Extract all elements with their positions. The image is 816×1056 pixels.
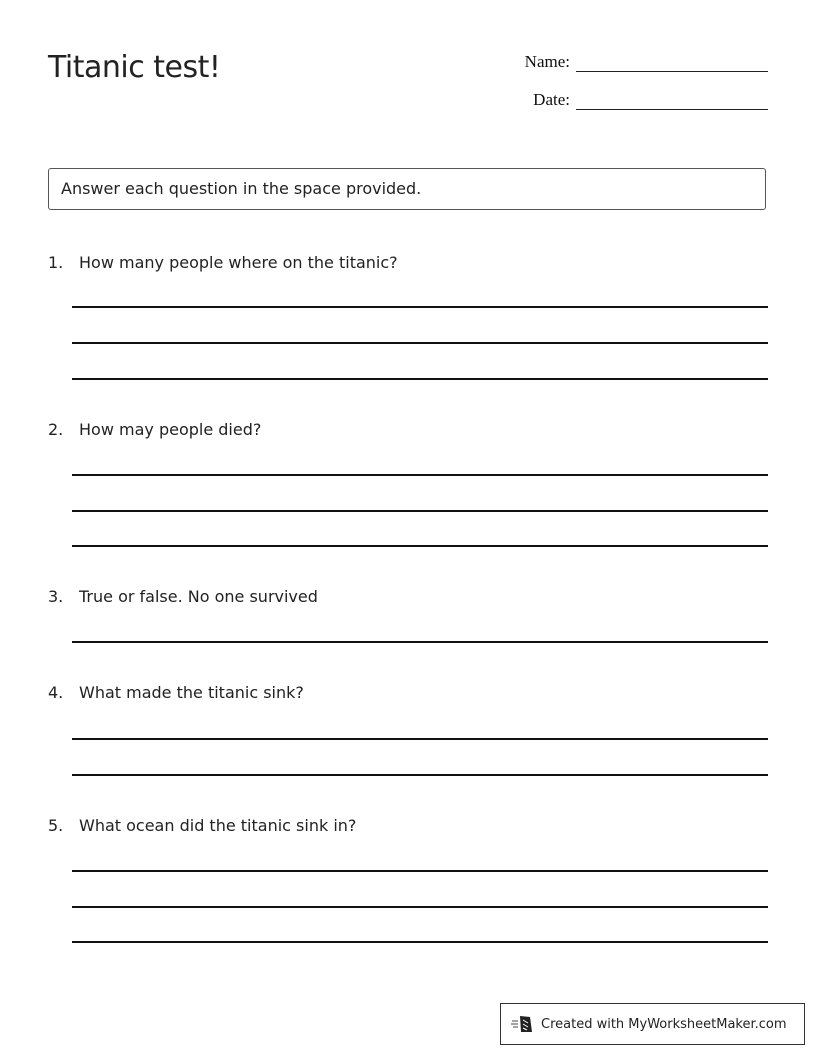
- question-number: 3.: [48, 587, 64, 606]
- badge-text: Created with MyWorksheetMaker.com: [541, 1016, 787, 1032]
- name-row: [500, 52, 768, 72]
- answer-line-4-2[interactable]: [72, 774, 768, 776]
- question-1: [48, 253, 398, 272]
- answer-line-2-2[interactable]: [72, 510, 768, 512]
- created-with-badge[interactable]: [500, 1003, 805, 1045]
- question-5: [48, 816, 356, 835]
- question-number: 5.: [48, 816, 64, 835]
- answer-line-1-1[interactable]: [72, 306, 768, 308]
- question-number: 1.: [48, 253, 64, 272]
- question-2: [48, 420, 261, 439]
- question-text: How may people died?: [79, 420, 262, 439]
- name-label: Name:: [524, 52, 570, 71]
- question-text: How many people where on the titanic?: [79, 253, 398, 272]
- answer-line-2-3[interactable]: [72, 545, 768, 547]
- instructions-box: Answer each question in the space provided.: [48, 168, 766, 210]
- question-number: 2.: [48, 420, 64, 439]
- answer-line-5-2[interactable]: [72, 906, 768, 908]
- question-number: 4.: [48, 683, 64, 702]
- answer-line-3-1[interactable]: [72, 641, 768, 643]
- question-4: [48, 683, 304, 702]
- question-text: True or false. No one survived: [79, 587, 318, 606]
- question-3: [48, 587, 318, 606]
- date-label: Date:: [533, 90, 570, 109]
- answer-line-1-2[interactable]: [72, 342, 768, 344]
- answer-line-1-3[interactable]: [72, 378, 768, 380]
- question-text: What ocean did the titanic sink in?: [79, 816, 357, 835]
- date-row: [500, 90, 768, 110]
- date-field[interactable]: [576, 91, 768, 110]
- name-field[interactable]: [576, 53, 768, 72]
- answer-line-2-1[interactable]: [72, 474, 768, 476]
- worksheet-title: Titanic test!: [48, 50, 221, 85]
- answer-line-4-1[interactable]: [72, 738, 768, 740]
- question-text: What made the titanic sink?: [79, 683, 304, 702]
- worksheet-logo-icon: [511, 1014, 535, 1034]
- answer-line-5-3[interactable]: [72, 941, 768, 943]
- answer-line-5-1[interactable]: [72, 870, 768, 872]
